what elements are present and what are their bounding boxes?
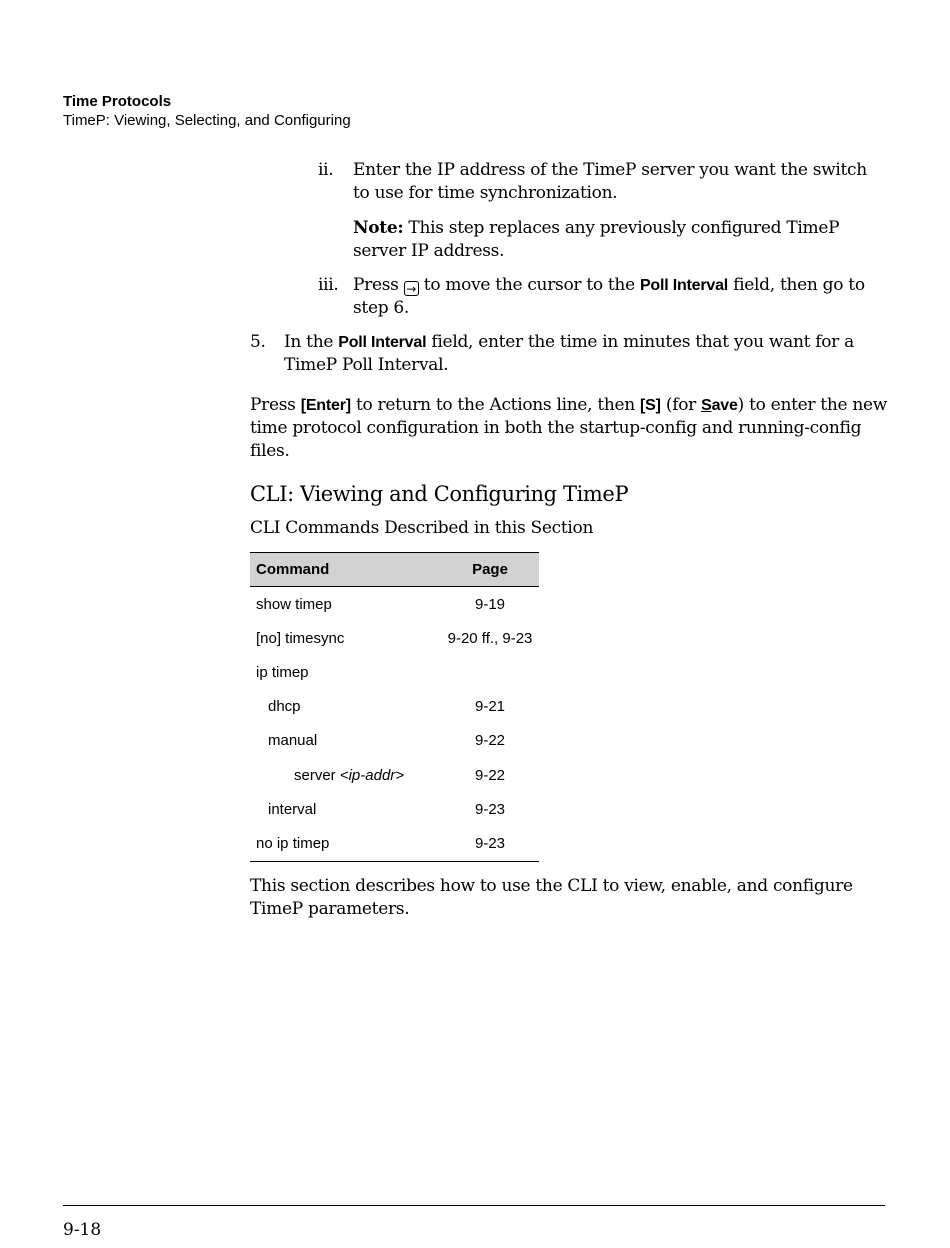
command-cell: manual: [268, 732, 318, 750]
running-header: [63, 92, 351, 130]
note-label: Note:: [353, 218, 404, 238]
command-cell: [250, 758, 441, 792]
command-text: server: [294, 766, 340, 784]
field-name: Poll Interval: [639, 277, 729, 294]
section-title: TimeP: Viewing, Selecting, and Configuring: [63, 112, 351, 129]
field-name: Poll Interval: [338, 334, 427, 351]
command-cell: no ip timep: [250, 826, 441, 861]
s-key: [S]: [640, 397, 661, 414]
command-cell: dhcp: [268, 698, 301, 716]
page-cell: 9-22: [474, 766, 506, 784]
table-row: [250, 758, 539, 792]
save-rest: ave: [711, 397, 738, 414]
command-cell: [no] timesync: [256, 629, 345, 647]
step-text: [284, 331, 884, 377]
page-cell: 9-20 ff., 9-23: [447, 629, 533, 647]
text-run: field, enter the time in minutes that you want for a TimeP Poll Interval.: [284, 332, 854, 375]
column-header-command: Command: [250, 553, 441, 587]
table-header-row: [250, 553, 539, 587]
page-number: 9-18: [63, 1220, 102, 1240]
table-row: [250, 655, 539, 689]
step-number: iii.: [318, 275, 339, 295]
column-header-page: Page: [441, 553, 539, 587]
table-row: [250, 621, 539, 655]
page-cell: 9-23: [474, 800, 506, 818]
step-text: [353, 274, 888, 320]
text-run: field, then go to step 6.: [353, 275, 865, 318]
note: [353, 217, 888, 263]
table-caption: CLI Commands Described in this Section: [250, 518, 594, 538]
footer-divider: [63, 1205, 885, 1206]
chapter-title: Time Protocols: [63, 93, 172, 110]
command-cell: interval: [268, 800, 317, 818]
page-cell: 9-23: [441, 826, 539, 861]
page-cell: 9-19: [474, 595, 506, 613]
step-number: 5.: [250, 332, 266, 352]
command-cell: show timep: [256, 595, 332, 613]
enter-key: [Enter]: [300, 397, 351, 414]
command-argument: <ip-addr>: [339, 766, 405, 784]
save-underlined-letter: S: [701, 397, 712, 414]
page-cell: 9-22: [474, 732, 506, 750]
step-text: Enter the IP address of the TimeP server you want the switch to use for time synchronization.: [353, 160, 867, 203]
text-run: to return to the Actions line, then: [350, 395, 641, 415]
cli-commands-table: [250, 552, 539, 862]
save-instructions: [250, 394, 888, 463]
cli-section-heading: CLI: Viewing and Configuring TimeP: [250, 482, 629, 506]
table-row: [250, 690, 539, 724]
tab-arrow-key-icon: →: [404, 281, 419, 296]
step-number: ii.: [318, 160, 334, 180]
table-row: [250, 792, 539, 826]
section-description: This section describes how to use the CLI to view, enable, and configure TimeP parameters.: [250, 876, 853, 919]
text-run: ) to enter the new time protocol configuration in both the startup-config and running-config files.: [250, 395, 888, 461]
text-run: (for: [660, 395, 702, 415]
command-cell: ip timep: [256, 663, 309, 681]
text-run: to move the cursor to the: [418, 275, 640, 295]
table-row: [250, 587, 539, 622]
page-cell: 9-21: [474, 698, 506, 716]
text-run: In the: [284, 332, 339, 352]
table-row: [250, 724, 539, 758]
table-row: [250, 826, 539, 861]
text-run: Press: [353, 275, 404, 295]
text-run: Press: [250, 395, 301, 415]
page-cell: [441, 655, 539, 689]
note-text: This step replaces any previously configured TimeP server IP address.: [353, 218, 840, 261]
